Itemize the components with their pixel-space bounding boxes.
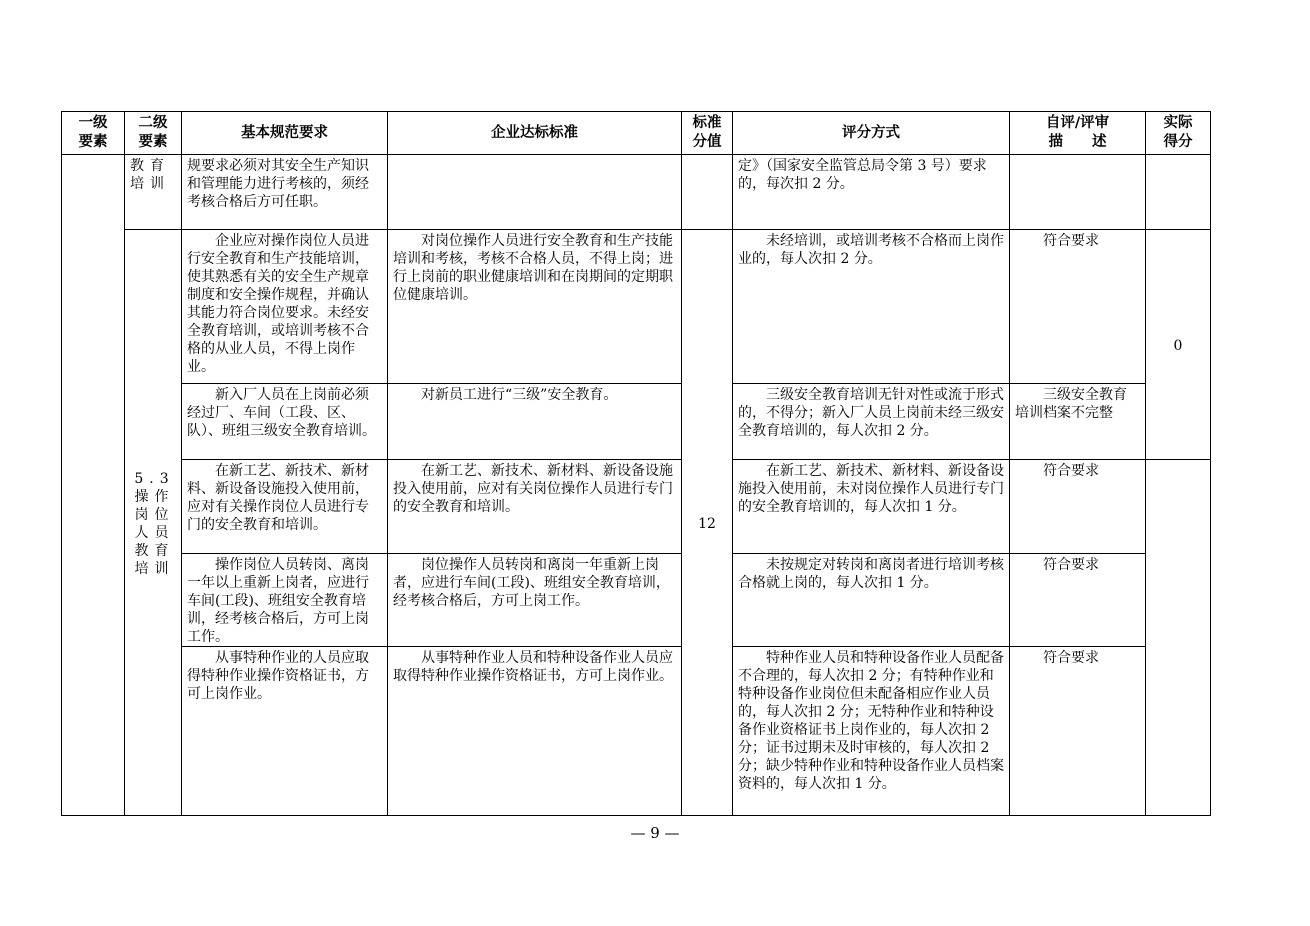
requirement-cell: 在新工艺、新技术、新材料、新设备设施投入使用前，应对有关操作岗位人员进行专门的安全教育和培训。 (182, 460, 388, 554)
review-cell: 符合要求 (1010, 647, 1146, 816)
header-review: 自评/评审 描 述 (1010, 112, 1146, 155)
header-standard: 企业达标标准 (388, 112, 682, 155)
scoring-cell: 未经培训，或培训考核不合格而上岗作业的，每人次扣 2 分。 (733, 230, 1010, 384)
level1-cell (62, 155, 125, 816)
actual-score-cell (1146, 460, 1211, 816)
review-cell: 三级安全教育培训档案不完整 (1010, 384, 1146, 460)
table-row (62, 460, 1211, 554)
table-row (62, 155, 1211, 230)
actual-score-cell: 0 (1146, 230, 1211, 460)
level2-cell: 5.3 操作岗位人员教育培训 (125, 230, 182, 816)
scoring-cell: 三级安全教育培训无针对性或流于形式的，不得分；新入厂人员上岗前未经三级安全教育培训的，每人次扣 2 分。 (733, 384, 1010, 460)
score-cell: 12 (682, 230, 733, 816)
standard-cell: 对新员工进行“三级”安全教育。 (388, 384, 682, 460)
review-cell: 符合要求 (1010, 554, 1146, 647)
header-level1: 一级 要素 (62, 112, 125, 155)
header-level2: 二级 要素 (125, 112, 182, 155)
header-requirement: 基本规范要求 (182, 112, 388, 155)
table-row (62, 384, 1211, 460)
score-cell (682, 155, 733, 230)
table-row (62, 230, 1211, 384)
header-score: 标准 分值 (682, 112, 733, 155)
standard-cell: 在新工艺、新技术、新材料、新设备设施投入使用前，应对有关岗位操作人员进行专门的安全教育和培训。 (388, 460, 682, 554)
requirement-cell: 从事特种作业的人员应取得特种作业操作资格证书，方可上岗作业。 (182, 647, 388, 816)
scoring-cell: 特种作业人员和特种设备作业人员配备不合理的，每人次扣 2 分；有特种作业和特种设备作业岗位但未配备相应作业人员的，每人次扣 2 分；无特种作业和特种设备作业资格证书上岗作业的，每人次扣 2 分；证书过期未及时审核的，每人次扣 2 分；缺少特种作业和特种设备作业人员档案资料的，每人次扣 1 分。 (733, 647, 1010, 816)
table-header-row (62, 112, 1211, 155)
requirement-cell: 规要求必须对其安全生产知识和管理能力进行考核的，须经考核合格后方可任职。 (182, 155, 388, 230)
actual-score-cell (1146, 155, 1211, 230)
scoring-cell: 定》（国家安全监管总局令第 3 号）要求的，每次扣 2 分。 (733, 155, 1010, 230)
header-actual-score: 实际 得分 (1146, 112, 1211, 155)
review-cell: 符合要求 (1010, 230, 1146, 384)
table-row (62, 647, 1211, 816)
standard-cell: 从事特种作业人员和特种设备作业人员应取得特种作业操作资格证书，方可上岗作业。 (388, 647, 682, 816)
review-cell: 符合要求 (1010, 460, 1146, 554)
header-scoring-method: 评分方式 (733, 112, 1010, 155)
standard-cell: 对岗位操作人员进行安全教育和生产技能培训和考核，考核不合格人员，不得上岗；进行上岗前的职业健康培训和在岗期间的定期职位健康培训。 (388, 230, 682, 384)
page-number: — 9 — (630, 824, 680, 842)
standard-cell (388, 155, 682, 230)
standard-cell: 岗位操作人员转岗和离岗一年重新上岗者，应进行车间(工段)、班组安全教育培训，经考核合格后，方可上岗工作。 (388, 554, 682, 647)
scoring-cell: 未按规定对转岗和离岗者进行培训考核合格就上岗的，每人次扣 1 分。 (733, 554, 1010, 647)
requirement-cell: 企业应对操作岗位人员进行安全教育和生产技能培训，使其熟悉有关的安全生产规章制度和安全操作规程，并确认其能力符合岗位要求。未经安全教育培训，或培训考核不合格的从业人员，不得上岗作业。 (182, 230, 388, 384)
requirement-cell: 新入厂人员在上岗前必须经过厂、车间（工段、区、队）、班组三级安全教育培训。 (182, 384, 388, 460)
standards-table (61, 111, 1211, 816)
scoring-cell: 在新工艺、新技术、新材料、新设备设施投入使用前，未对岗位操作人员进行专门的安全教育培训的，每人次扣 1 分。 (733, 460, 1010, 554)
table-row (62, 554, 1211, 647)
requirement-cell: 操作岗位人员转岗、离岗一年以上重新上岗者，应进行车间(工段)、班组安全教育培训，经考核合格后，方可上岗工作。 (182, 554, 388, 647)
level2-cell: 教育培训 (125, 155, 182, 230)
review-cell (1010, 155, 1146, 230)
